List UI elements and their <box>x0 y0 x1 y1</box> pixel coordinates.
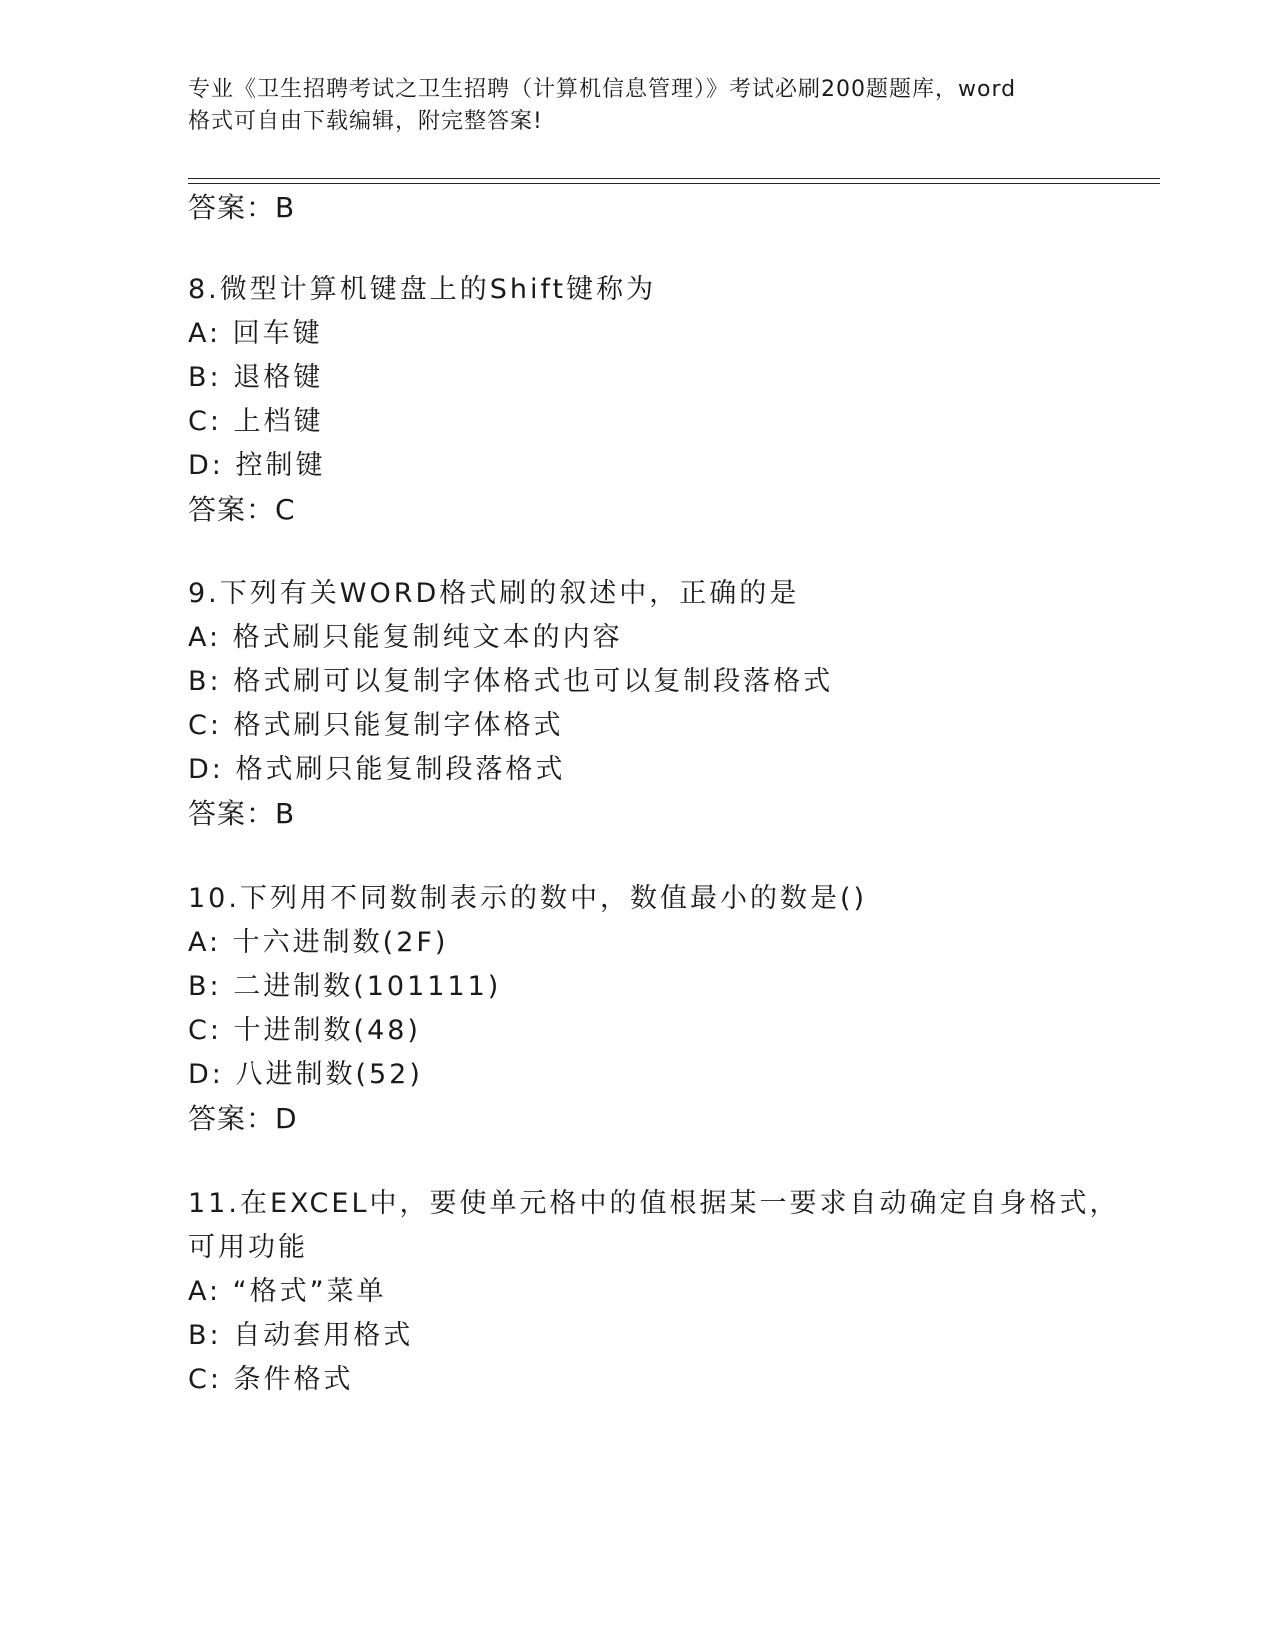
question-9-option-b: B: 格式刷可以复制字体格式也可以复制段落格式 <box>188 666 834 697</box>
question-8-option-b: B: 退格键 <box>188 362 324 393</box>
question-11-stem-line-2: 可用功能 <box>188 1232 308 1263</box>
question-11-option-a: A: “格式”菜单 <box>188 1276 387 1307</box>
question-8-option-a: A: 回车键 <box>188 318 323 349</box>
question-9-option-c: C: 格式刷只能复制字体格式 <box>188 710 564 741</box>
question-10-option-b: B: 二进制数(101111) <box>188 971 502 1002</box>
question-11-option-b: B: 自动套用格式 <box>188 1320 414 1351</box>
header-divider-top <box>188 178 1160 179</box>
previous-answer: 答案：B <box>188 191 296 224</box>
page-header <box>188 74 1088 138</box>
question-10-answer: 答案：D <box>188 1102 298 1135</box>
question-9-option-a: A: 格式刷只能复制纯文本的内容 <box>188 622 623 653</box>
question-8-option-d: D: 控制键 <box>188 450 326 481</box>
header-divider-bottom <box>188 183 1160 184</box>
question-11-stem-line-1: 11.在EXCEL中，要使单元格中的值根据某一要求自动确定自身格式， <box>188 1188 1120 1219</box>
question-8-option-c: C: 上档键 <box>188 406 324 437</box>
question-9-stem: 9.下列有关WORD格式刷的叙述中，正确的是 <box>188 578 800 609</box>
question-8-stem: 8.微型计算机键盘上的Shift键称为 <box>188 274 657 305</box>
question-9-option-d: D: 格式刷只能复制段落格式 <box>188 754 566 785</box>
question-10-option-c: C: 十进制数(48) <box>188 1015 421 1046</box>
question-9-answer: 答案：B <box>188 797 296 830</box>
header-line-2: 格式可自由下载编辑，附完整答案! <box>188 109 543 134</box>
question-8-answer: 答案：C <box>188 493 296 526</box>
question-10-stem: 10.下列用不同数制表示的数中，数值最小的数是() <box>188 883 868 914</box>
question-10-option-a: A: 十六进制数(2F) <box>188 927 449 958</box>
question-10-option-d: D: 八进制数(52) <box>188 1059 423 1090</box>
header-line-1: 专业《卫生招聘考试之卫生招聘（计算机信息管理）》考试必刷200题题库，word <box>188 77 1017 102</box>
question-11-option-c: C: 条件格式 <box>188 1364 354 1395</box>
